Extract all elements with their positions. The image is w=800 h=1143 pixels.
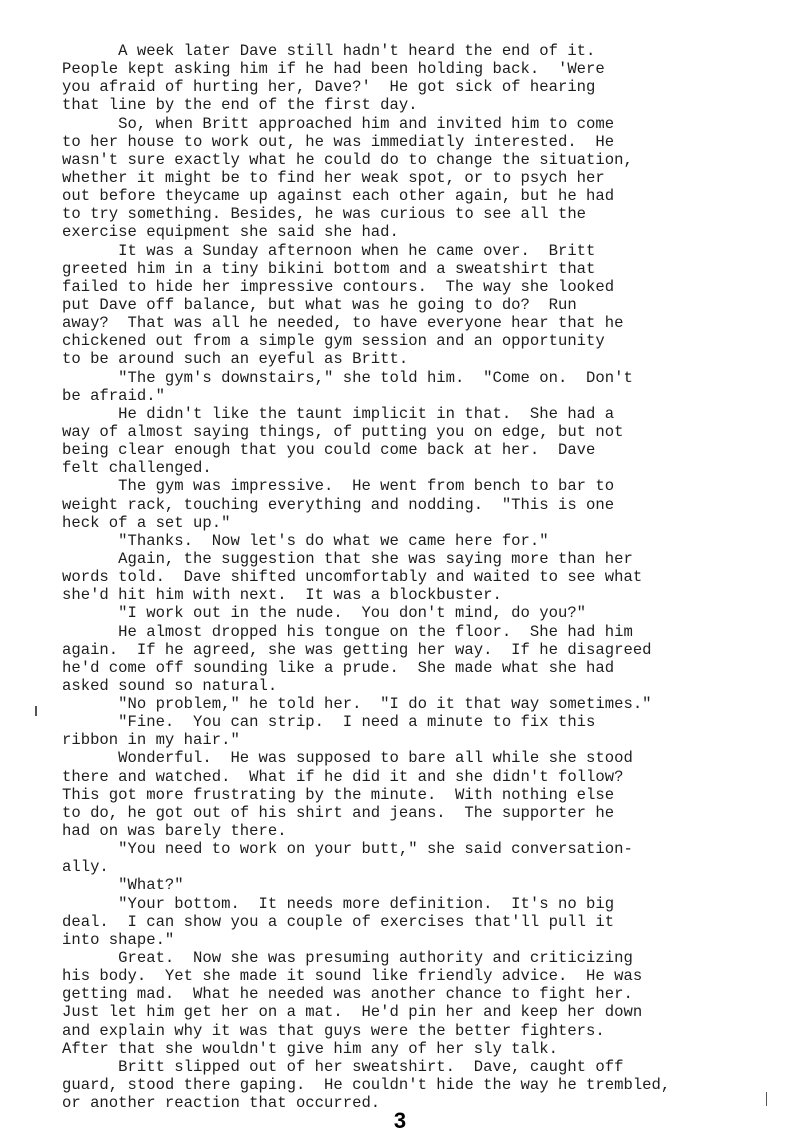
text-line: he'd come off sounding like a prude. She made what she had xyxy=(62,658,615,677)
text-line: greeted him in a tiny bikini bottom and a sweatshirt that xyxy=(62,259,596,278)
text-line: He didn't like the taunt implicit in that. She had a xyxy=(62,404,615,423)
text-line: to her house to work out, he was immediatly interested. He xyxy=(62,132,615,151)
text-line: there and watched. What if he did it and she didn't follow? xyxy=(62,767,624,786)
text-line: "Thanks. Now let's do what we came here for." xyxy=(62,531,549,550)
text-line: and explain why it was that guys were the better fighters. xyxy=(62,1021,605,1040)
text-line: getting mad. What he needed was another chance to fight her. xyxy=(62,985,633,1004)
text-line: After that she wouldn't give him any of her sly talk. xyxy=(62,1039,558,1058)
text-line: away? That was all he needed, to have everyone hear that he xyxy=(62,314,624,333)
text-line: felt challenged. xyxy=(62,459,212,478)
text-line: "The gym's downstairs," she told him. "Come on. Don't xyxy=(62,368,633,387)
text-line: she'd hit him with next. It was a blockbuster. xyxy=(62,586,502,605)
text-line: People kept asking him if he had been holding back. 'Were xyxy=(62,60,605,79)
text-line: So, when Britt approached him and invited him to come xyxy=(62,114,615,133)
text-line: to try something. Besides, he was curious to see all the xyxy=(62,205,587,224)
text-line: "What?" xyxy=(62,876,184,895)
text-line: Again, the suggestion that she was saying more than her xyxy=(62,549,633,568)
text-line: failed to hide her impressive contours. The way she looked xyxy=(62,277,615,296)
text-line: his body. Yet she made it sound like friendly advice. He was xyxy=(62,967,643,986)
text-line: or another reaction that occurred. xyxy=(62,1094,381,1113)
margin-mark-right xyxy=(766,1092,767,1106)
body-text xyxy=(62,42,752,1112)
text-line: asked sound so natural. xyxy=(62,676,278,695)
text-line: you afraid of hurting her, Dave?' He got sick of hearing xyxy=(62,78,596,97)
text-line: way of almost saying things, of putting you on edge, but not xyxy=(62,422,624,441)
text-line: put Dave off balance, but what was he going to do? Run xyxy=(62,295,577,314)
text-line: It was a Sunday afternoon when he came over. Britt xyxy=(62,241,596,260)
text-line: to be around such an eyeful as Britt. xyxy=(62,350,409,369)
text-line: words told. Dave shifted uncomfortably and waited to see what xyxy=(62,568,643,587)
text-line: out before theycame up against each other again, but he had xyxy=(62,187,615,206)
text-line: He almost dropped his tongue on the floor. She had him xyxy=(62,622,633,641)
text-line: had on was barely there. xyxy=(62,822,287,841)
text-line: "You need to work on your butt," she said conversation- xyxy=(62,840,633,859)
text-line: that line by the end of the first day. xyxy=(62,96,418,115)
text-line: A week later Dave still hadn't heard the end of it. xyxy=(62,42,596,60)
text-line: This got more frustrating by the minute. With nothing else xyxy=(62,785,615,804)
text-line: ribbon in my hair." xyxy=(62,731,240,750)
text-line: heck of a set up." xyxy=(62,513,231,532)
text-line: chickened out from a simple gym session and an opportunity xyxy=(62,332,605,351)
text-line: Just let him get her on a mat. He'd pin her and keep her down xyxy=(62,1003,643,1022)
text-line: whether it might be to find her weak spot, or to psych her xyxy=(62,168,605,187)
text-line: weight rack, touching everything and nodding. "This is one xyxy=(62,495,615,514)
text-line: ally. xyxy=(62,858,109,877)
text-line: "Fine. You can strip. I need a minute to fix this xyxy=(62,713,596,732)
text-line: into shape." xyxy=(62,930,175,949)
text-line: exercise equipment she said she had. xyxy=(62,223,399,242)
text-line: "Your bottom. It needs more definition. It's no big xyxy=(62,894,615,913)
page-number: 3 xyxy=(393,1108,407,1133)
text-line: Great. Now she was presuming authority and criticizing xyxy=(62,949,633,968)
text-line: Britt slipped out of her sweatshirt. Dave, caught off xyxy=(62,1057,624,1076)
text-line: to do, he got out of his shirt and jeans. The supporter he xyxy=(62,803,615,822)
margin-mark-left xyxy=(35,706,37,716)
text-line: "No problem," he told her. "I do it that way sometimes." xyxy=(62,695,652,714)
text-line: The gym was impressive. He went from bench to bar to xyxy=(62,477,615,496)
text-line: wasn't sure exactly what he could do to change the situation, xyxy=(62,150,633,169)
text-line: be afraid." xyxy=(62,386,165,405)
text-line: guard, stood there gaping. He couldn't hide the way he trembled, xyxy=(62,1076,671,1095)
text-line: again. If he agreed, she was getting her way. If he disagreed xyxy=(62,640,652,659)
text-line: "I work out in the nude. You don't mind, do you?" xyxy=(62,604,587,623)
text-line: Wonderful. He was supposed to bare all while she stood xyxy=(62,749,633,768)
text-line: being clear enough that you could come back at her. Dave xyxy=(62,441,596,460)
text-line: deal. I can show you a couple of exercises that'll pull it xyxy=(62,912,615,931)
